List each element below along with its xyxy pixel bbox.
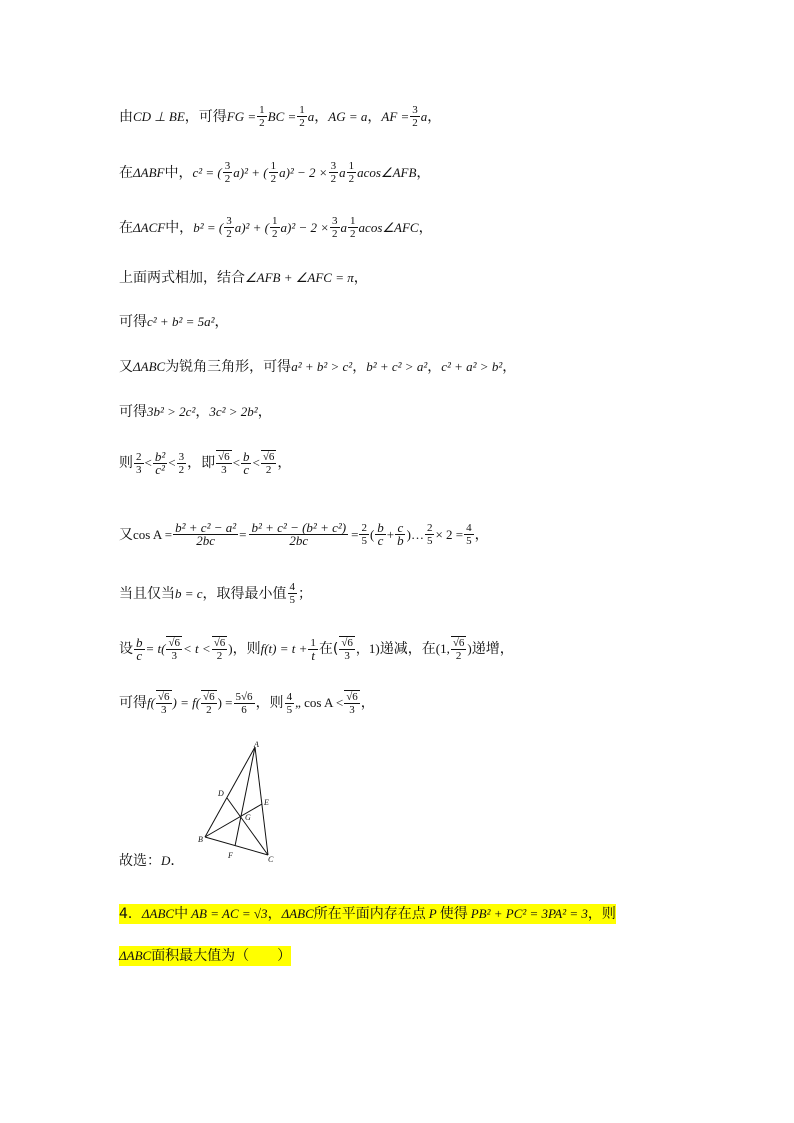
math: < — [252, 455, 260, 470]
label-g: G — [245, 813, 251, 822]
math: (1, — [435, 641, 450, 656]
math: ) — [467, 641, 472, 656]
math: ) — [228, 641, 233, 656]
math: ΔABC — [133, 359, 166, 374]
math: < t < — [183, 641, 211, 656]
solution-line-12 — [119, 690, 375, 716]
text: 中， — [165, 219, 194, 236]
text: ， — [416, 164, 431, 181]
fraction: $\frac{1}{2}$ — [299, 104, 305, 129]
fraction: $\frac{√6}{2}$ — [203, 691, 215, 716]
math: )… — [406, 526, 424, 542]
text: ，则 — [587, 906, 616, 922]
math: ) = — [217, 695, 233, 710]
text: 则 — [119, 455, 133, 471]
math: a — [340, 219, 348, 235]
math: AF = — [381, 108, 410, 124]
fraction: $\frac{2}{5}$ — [426, 522, 433, 547]
solution-line-13 — [119, 851, 184, 871]
fraction: $\frac{1}{t}$ — [310, 636, 316, 663]
fraction: $\frac{2}{3}$ — [136, 450, 142, 476]
math: „ cos A < — [295, 695, 344, 710]
math: FG = — [226, 108, 257, 124]
math: b² = ( — [193, 219, 224, 235]
fraction: $\frac{4}{5}$ — [466, 522, 472, 547]
text: 设 — [119, 641, 133, 657]
solution-line-5 — [119, 312, 229, 332]
segment-af — [235, 747, 255, 846]
math: cos A = — [133, 526, 173, 542]
text: ， — [257, 404, 272, 420]
fraction: $\frac{1}{2}$ — [348, 160, 355, 185]
math: 3b² > 2c² — [147, 404, 196, 419]
math: < — [168, 455, 176, 470]
math: CD ⊥ BE — [133, 108, 185, 124]
solution-line-1 — [119, 104, 441, 129]
text: 又 — [119, 359, 133, 375]
question-4-line-2 — [119, 946, 291, 966]
math: AG = a — [328, 108, 368, 124]
math: ( — [369, 526, 375, 542]
math: c² + a² > b² — [441, 359, 503, 374]
text: 可得 — [119, 695, 147, 711]
text: 故选： — [119, 853, 161, 869]
math: f( — [147, 695, 155, 710]
fraction: $\frac{\text{b² + c² − (b² + c²)}}{2bc}$ — [251, 520, 347, 548]
fraction: $\frac{√6}{2}$ — [262, 451, 275, 476]
text: 由 — [119, 108, 133, 125]
fraction: $\frac{√6}{3}$ — [168, 637, 181, 662]
text: 递减，在 — [379, 641, 436, 657]
math: a)² + ( — [233, 164, 268, 180]
fraction: $\frac{3}{2}$ — [224, 160, 231, 185]
fraction: $\frac{3}{2}$ — [412, 104, 418, 129]
fraction: $\frac{√6}{3}$ — [157, 691, 170, 716]
math: P — [428, 906, 437, 921]
math: a — [339, 164, 346, 180]
solution-line-2 — [119, 160, 430, 185]
fraction: $\frac{3}{2}$ — [178, 450, 185, 476]
label-c: C — [268, 855, 274, 864]
solution-line-8 — [119, 450, 291, 476]
text: 当且仅当 — [119, 585, 175, 602]
text: ， — [277, 455, 292, 471]
fraction: $\frac{2}{5}$ — [361, 522, 367, 547]
fraction: $\frac{5√6}{6}$ — [235, 690, 253, 716]
math: < — [144, 455, 152, 470]
fraction: $\frac{\text{b²}}{\text{c²}}$ — [154, 448, 166, 477]
text: ， — [427, 359, 442, 375]
text: 面积最大值为（ ） — [151, 948, 292, 964]
text: ， — [353, 270, 368, 286]
question-4-line-1 — [119, 904, 616, 924]
math: ，1) — [355, 641, 380, 656]
math: ΔACF — [133, 219, 166, 235]
fraction: $\frac{√6}{2}$ — [213, 637, 226, 662]
math: a — [307, 108, 315, 124]
label-e: E — [264, 798, 269, 807]
text: 使得 — [439, 906, 468, 922]
math: c² + b² = 5a² — [147, 314, 215, 329]
fraction: $\frac{3}{2}$ — [226, 215, 232, 240]
text: ， — [418, 219, 433, 236]
math: a)² + ( — [234, 219, 270, 235]
text: ， — [474, 526, 489, 543]
fraction: $\frac{√6}{2}$ — [452, 637, 465, 662]
fraction: $\frac{√6}{3}$ — [341, 637, 353, 662]
text: 可得 — [119, 404, 147, 420]
text: 递增， — [471, 641, 514, 657]
fraction: $\frac{1}{2}$ — [272, 215, 278, 240]
math: = — [351, 526, 359, 542]
math: a)² − 2 × — [280, 219, 330, 235]
math: a² + b² > c² — [291, 359, 353, 374]
fraction: $\frac{\text{b² + c² − a²}}{2bc}$ — [175, 520, 237, 548]
math: a — [420, 108, 428, 124]
math: + — [386, 526, 395, 542]
math: ΔABC — [281, 906, 314, 921]
solution-line-10 — [119, 581, 312, 606]
label-a: A — [254, 740, 259, 749]
triangle-diagram — [190, 738, 290, 868]
math: f(t) = t + — [260, 641, 308, 656]
fraction: $\frac{1}{2}$ — [259, 104, 265, 129]
solution-line-7 — [119, 402, 272, 422]
text: ，则 — [255, 695, 284, 711]
math: AB = AC = √3 — [191, 906, 268, 921]
text: 所在平面内存在点 — [313, 906, 426, 922]
text: ，可得 — [184, 108, 227, 125]
math: b = c — [175, 585, 203, 601]
text: ， — [195, 404, 210, 420]
text: 又 — [119, 526, 133, 543]
text: ， — [502, 359, 517, 375]
fraction: $\frac{c}{b}$ — [397, 520, 404, 548]
math: ΔABC — [119, 948, 152, 963]
fraction: $\frac{3}{2}$ — [330, 160, 337, 185]
text: 上面两式相加，结合 — [119, 270, 245, 286]
math: < — [232, 455, 240, 470]
math: BC = — [267, 108, 297, 124]
fraction: $\frac{b}{c}$ — [136, 634, 143, 663]
text: ， — [214, 314, 229, 330]
math: PB² + PC² = 3PA² = 3 — [470, 906, 588, 921]
text: ． — [170, 853, 185, 869]
label-b: B — [198, 835, 203, 844]
solution-line-3 — [119, 215, 433, 240]
text: ，则 — [232, 641, 261, 657]
math: ΔABC — [141, 906, 175, 921]
math: ) = f( — [172, 695, 201, 710]
label-f: F — [228, 851, 233, 860]
text: ， — [314, 108, 329, 125]
text: 在 — [119, 219, 133, 236]
solution-line-9 — [119, 522, 489, 547]
fraction: $\frac{b}{c}$ — [377, 520, 384, 548]
text: 为锐角三角形，可得 — [165, 359, 292, 375]
text: ，取得最小值 — [202, 585, 287, 602]
fraction: $\frac{1}{2}$ — [350, 215, 356, 240]
fraction: $\frac{4}{5}$ — [286, 690, 293, 716]
text: ， — [267, 906, 282, 922]
segment-be — [205, 804, 262, 837]
fraction: $\frac{1}{2}$ — [270, 160, 277, 185]
solution-line-6 — [119, 357, 516, 377]
text: ， — [360, 695, 375, 711]
math: = — [239, 526, 247, 542]
fraction: $\frac{√6}{3}$ — [218, 451, 230, 476]
solution-line-11 — [119, 636, 514, 662]
text: ， — [367, 108, 382, 125]
math: = t( — [145, 641, 166, 656]
fraction: $\frac{b}{c}$ — [242, 448, 250, 477]
math: acos∠AFC — [358, 219, 419, 235]
math: ΔABF — [133, 164, 165, 180]
label-d: D — [218, 789, 224, 798]
math: acos∠AFB — [357, 164, 417, 180]
math: a)² − 2 × — [279, 164, 328, 180]
fraction: $\frac{3}{2}$ — [332, 215, 338, 240]
math: 3c² > 2b² — [209, 404, 258, 419]
math: D — [161, 853, 171, 868]
side-ab — [205, 747, 255, 837]
fraction: $\frac{4}{5}$ — [289, 581, 296, 606]
text: ， — [427, 108, 442, 125]
math: × 2 = — [435, 526, 464, 542]
text: 中 — [174, 906, 189, 922]
text: 在 — [119, 164, 133, 181]
text: ， — [352, 359, 367, 375]
text: ； — [298, 585, 313, 602]
math: ∠AFB + ∠AFC = π — [245, 270, 354, 285]
question-number: 4． — [119, 906, 142, 922]
text: 在( — [318, 641, 339, 657]
text: ，即 — [187, 455, 216, 471]
solution-line-4 — [119, 268, 368, 288]
text: 中， — [164, 164, 193, 181]
text: 可得 — [119, 314, 147, 330]
math: c² = ( — [192, 164, 222, 180]
fraction: $\frac{√6}{3}$ — [346, 691, 358, 716]
math: b² + c² > a² — [366, 359, 428, 374]
